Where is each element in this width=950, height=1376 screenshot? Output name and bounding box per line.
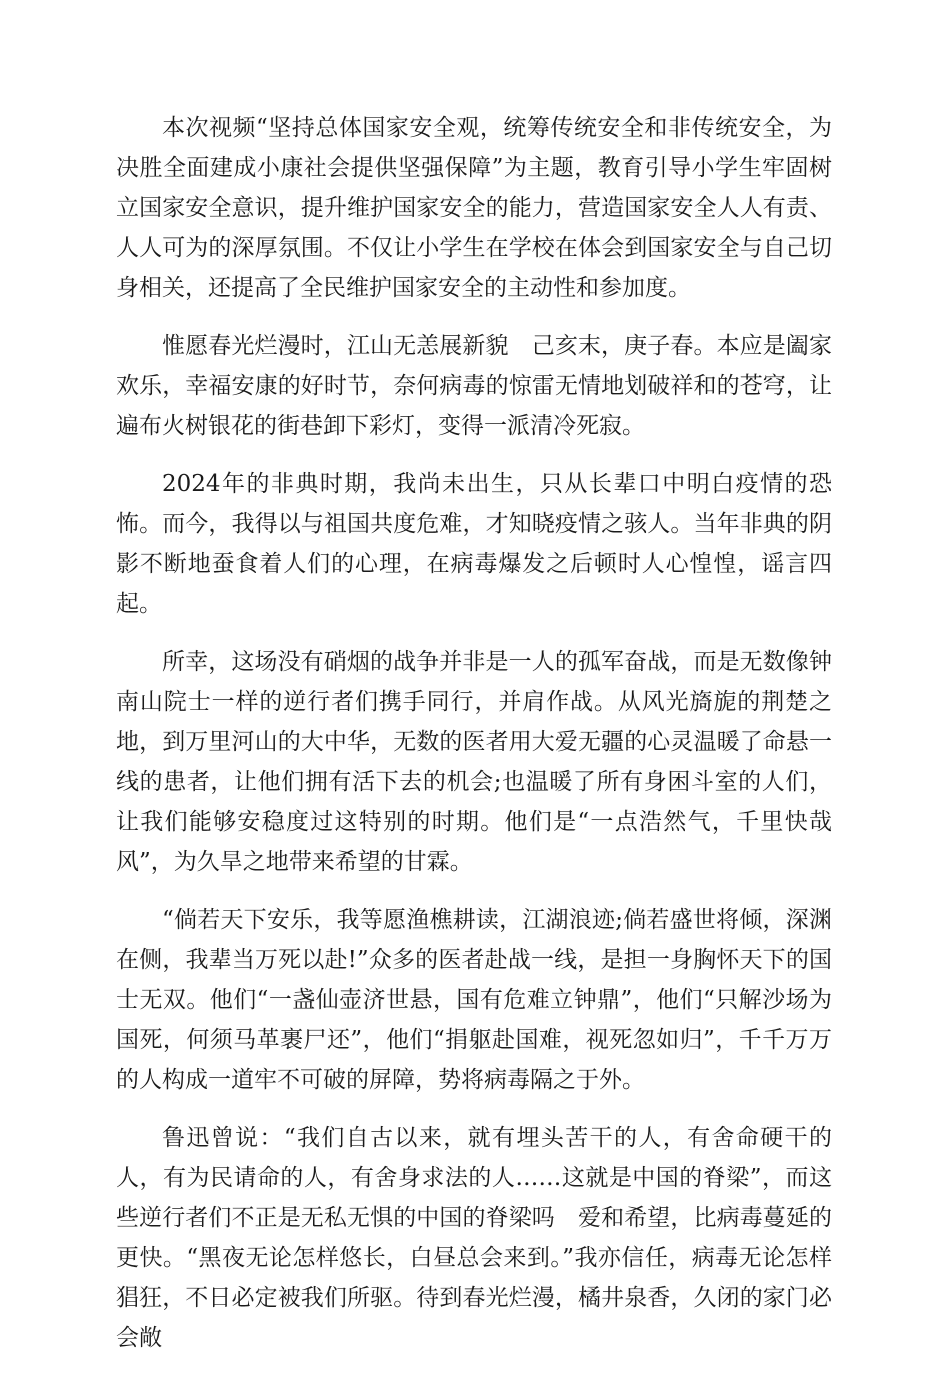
paragraph-spring-wish: 惟愿春光烂漫时，江山无恙展新貌 己亥末，庚子春。本应是阖家欢乐，幸福安康的好时节，奈何病毒的惊雷无情地划破祥和的苍穹，让遍布火树银花的街巷卸下彩灯，变得一派清冷死寂。 <box>116 333 832 439</box>
paragraph-doctors-frontline: “倘若天下安乐，我等愿渔樵耕读，江湖浪迹;倘若盛世将倾，深渊在侧，我辈当万死以赴!”众多的医者赴战一线，是担一身胸怀天下的国士无双。他们“一盏仙壶济世悬，国有危难立钟鼎”，他们“只解沙场为国死，何须马革裹尸还”，他们“捐躯赴国难，视死忽如归”，千千万万的人构成一道牢不可破的屏障，势将病毒隔之于外。 <box>116 907 832 1093</box>
paragraph-retrograde-heroes: 所幸，这场没有硝烟的战争并非是一人的孤军奋战，而是无数像钟南山院士一样的逆行者们携手同行，并肩作战。从风光旖旎的荆楚之地，到万里河山的大中华，无数的医者用大爱无疆的心灵温暖了命悬一线的患者，让他们拥有活下去的机会;也温暖了所有身困斗室的人们，让我们能够安稳度过这特别的时期。他们是“一点浩然气，千里快哉风”，为久旱之地带来希望的甘霖。 <box>116 649 832 875</box>
paragraph-national-security: 本次视频“坚持总体国家安全观，统筹传统安全和非传统安全，为决胜全面建成小康社会提供坚强保障”为主题，教育引导小学生牢固树立国家安全意识，提升维护国家安全的能力，营造国家安全人人有责、人人可为的深厚氛围。不仅让小学生在学校在体会到国家安全与自己切身相关，还提高了全民维护国家安全的主动性和参加度。 <box>116 115 832 301</box>
paragraph-sars-memory: 2024年的非典时期，我尚未出生，只从长辈口中明白疫情的恐怖。而今，我得以与祖国共度危难，才知晓疫情之骇人。当年非典的阴影不断地蚕食着人们的心理，在病毒爆发之后顿时人心惶惶，谣言四起。 <box>116 471 832 617</box>
document-body <box>116 108 832 1376</box>
paragraph-lu-xun-quote: 鲁迅曾说：“我们自古以来，就有埋头苦干的人，有舍命硬干的人，有为民请命的人，有舍身求法的人……这就是中国的脊梁”，而这些逆行者们不正是无私无惧的中国的脊梁吗 爱和希望，比病毒蔓延的更快。“黑夜无论怎样悠长，白昼总会来到。”我亦信任，病毒无论怎样猖狂，不日必定被我们所驱。待到春光烂漫，橘井泉香，久闭的家门必会敞 <box>116 1125 832 1351</box>
